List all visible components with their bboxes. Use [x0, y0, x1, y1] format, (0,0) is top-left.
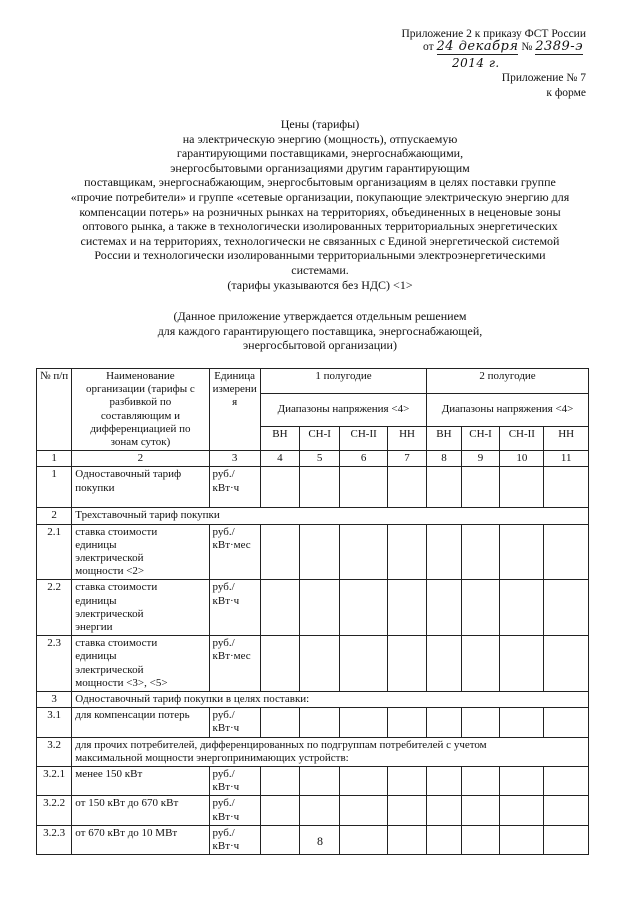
title-line: «прочие потребители» и группе «сетевые организации, покупающие электрическую энергию для — [70, 189, 570, 204]
value-cell[interactable] — [260, 708, 299, 737]
row-num: 2.1 — [37, 524, 72, 580]
page-number: 8 — [317, 834, 323, 848]
column-numbers-row — [37, 451, 589, 467]
row-num: 3.2.3 — [37, 825, 72, 854]
th-voltage: СН-I — [461, 426, 500, 451]
table-row — [37, 708, 589, 737]
value-cell[interactable] — [461, 580, 500, 636]
row-unit: руб./ кВт·ч — [209, 708, 260, 737]
title-line: оптового рынка, а также в технологически изолированных территориальных энергетических — [82, 219, 558, 234]
title-line: на электрическую энергию (мощность), отпускаемую — [182, 131, 458, 146]
value-cell[interactable] — [340, 524, 388, 580]
value-cell[interactable] — [427, 524, 462, 580]
row-name: менее 150 кВт — [72, 767, 209, 796]
section-row — [37, 692, 589, 708]
value-cell[interactable] — [299, 708, 339, 737]
th-voltage: ВН — [427, 426, 462, 451]
row-unit: руб./ кВт·мес — [209, 636, 260, 692]
row-name: ставка стоимости единицы электрической мощности <2> — [72, 524, 209, 580]
value-cell[interactable] — [461, 524, 500, 580]
title-line: России и технологически изолированными территориальными электроэнергетическими — [94, 248, 546, 263]
row-num: 3 — [37, 692, 72, 708]
table-row — [37, 524, 589, 580]
value-cell[interactable] — [299, 467, 339, 508]
table-row — [37, 636, 589, 692]
title-line: энергосбытовыми организациями другим гарантирующим — [170, 160, 470, 175]
value-cell[interactable] — [427, 767, 462, 796]
value-cell[interactable] — [461, 796, 500, 825]
col-number: 2 — [72, 451, 209, 467]
title-line: системами. — [291, 262, 349, 277]
row-num: 2.3 — [37, 636, 72, 692]
value-cell[interactable] — [299, 524, 339, 580]
value-cell[interactable] — [260, 796, 299, 825]
th-voltage: НН — [387, 426, 426, 451]
row-name: Одноставочный тариф покупки — [72, 467, 209, 508]
col-number: 8 — [427, 451, 462, 467]
row-name: ставка стоимости единицы электрической энергии — [72, 580, 209, 636]
value-cell[interactable] — [461, 636, 500, 692]
th-ranges-1: Диапазоны напряжения <4> — [260, 393, 426, 426]
value-cell[interactable] — [427, 708, 462, 737]
col-number: 10 — [500, 451, 544, 467]
row-num: 3.1 — [37, 708, 72, 737]
value-cell[interactable] — [461, 708, 500, 737]
row-num: 3.2 — [37, 737, 72, 766]
col-number: 6 — [340, 451, 388, 467]
note-line: энергосбытовой организации) — [243, 338, 397, 353]
col-number: 4 — [260, 451, 299, 467]
value-cell[interactable] — [544, 708, 589, 737]
value-cell[interactable] — [500, 467, 544, 508]
row-num: 2.2 — [37, 580, 72, 636]
row-unit: руб./ кВт·ч — [209, 580, 260, 636]
tariff-table — [36, 368, 589, 855]
value-cell[interactable] — [299, 580, 339, 636]
value-cell[interactable] — [260, 636, 299, 692]
title-line: гарантирующими поставщиками, энергоснабжающими, — [176, 146, 464, 161]
th-half1: 1 полугодие — [260, 369, 426, 394]
row-unit: руб./ кВт·ч — [209, 796, 260, 825]
th-name: Наименование организации (тарифы с разбивкой по составляющим и дифференциацией по зонам суток) — [72, 369, 209, 451]
col-number: 11 — [544, 451, 589, 467]
col-number: 3 — [209, 451, 260, 467]
table-row — [37, 796, 589, 825]
value-cell[interactable] — [500, 796, 544, 825]
th-ranges-2: Диапазоны напряжения <4> — [427, 393, 589, 426]
handwritten-year: 2014 г. — [452, 56, 500, 70]
value-cell[interactable] — [260, 524, 299, 580]
order-reference: Приложение 2 к приказу ФСТ России — [401, 28, 586, 40]
title-line: поставщикам, энергоснабжающим, энергосбытовым организациям в целях поставки группе — [84, 175, 556, 190]
value-cell[interactable] — [340, 796, 388, 825]
th-unit: Единица измерения — [209, 369, 260, 451]
row-name: от 670 кВт до 10 МВт — [72, 825, 209, 854]
value-cell[interactable] — [299, 796, 339, 825]
th-num: № п/п — [37, 369, 72, 451]
col-number: 5 — [299, 451, 339, 467]
value-cell[interactable] — [427, 580, 462, 636]
row-name: от 150 кВт до 670 кВт — [72, 796, 209, 825]
row-num: 1 — [37, 467, 72, 508]
value-cell[interactable] — [544, 580, 589, 636]
row-num: 2 — [37, 508, 72, 524]
header-row — [37, 369, 589, 394]
value-cell[interactable] — [500, 524, 544, 580]
section-row — [37, 508, 589, 524]
section-title: для прочих потребителей, дифференцированных по подгруппам потребителей с учетом максимальной мощности энергопринимающих устройств: — [72, 737, 589, 766]
section-row — [37, 737, 589, 766]
row-unit: руб./ кВт·ч — [209, 467, 260, 508]
section-title: Одноставочный тариф покупки в целях поставки: — [72, 692, 589, 708]
value-cell[interactable] — [427, 636, 462, 692]
value-cell[interactable] — [340, 467, 388, 508]
handwritten-date: 24 декабря — [436, 39, 519, 54]
th-voltage: СН-I — [299, 426, 339, 451]
value-cell[interactable] — [340, 767, 388, 796]
col-number: 7 — [387, 451, 426, 467]
row-name: ставка стоимости единицы электрической мощности <3>, <5> — [72, 636, 209, 692]
note-line: для каждого гарантирующего поставщика, энергоснабжающей, — [157, 323, 483, 338]
value-cell[interactable] — [500, 636, 544, 692]
value-cell[interactable] — [544, 636, 589, 692]
value-cell[interactable] — [544, 796, 589, 825]
table-row — [37, 767, 589, 796]
row-unit: руб./ кВт·мес — [209, 524, 260, 580]
value-cell[interactable] — [299, 636, 339, 692]
value-cell[interactable] — [427, 796, 462, 825]
value-cell[interactable] — [340, 580, 388, 636]
row-name: для компенсации потерь — [72, 708, 209, 737]
value-cell[interactable] — [387, 708, 426, 737]
section-title: Трехставочный тариф покупки — [72, 508, 589, 524]
value-cell[interactable] — [387, 524, 426, 580]
value-cell[interactable] — [387, 580, 426, 636]
document-title — [30, 117, 610, 292]
value-cell[interactable] — [461, 467, 500, 508]
value-cell[interactable] — [500, 708, 544, 737]
value-cell[interactable] — [387, 796, 426, 825]
value-cell[interactable] — [387, 636, 426, 692]
number-prefix: № — [521, 41, 533, 53]
to-form-label: к форме — [546, 87, 586, 99]
th-half2: 2 полугодие — [427, 369, 589, 394]
th-voltage: ВН — [260, 426, 299, 451]
table-row — [37, 467, 589, 508]
value-cell[interactable] — [500, 767, 544, 796]
value-cell[interactable] — [260, 467, 299, 508]
row-unit: руб./ кВт·ч — [209, 825, 260, 854]
title-line: компенсации потерь» на розничных рынках на территориях, объединенных в неценовые зоны — [79, 204, 561, 219]
handwritten-number: 2389-э — [535, 39, 583, 54]
note-line: (Данное приложение утверждается отдельным решением — [173, 309, 467, 323]
value-cell[interactable] — [299, 767, 339, 796]
value-cell[interactable] — [427, 467, 462, 508]
th-voltage: СН-II — [340, 426, 388, 451]
value-cell[interactable] — [544, 524, 589, 580]
value-cell[interactable] — [544, 767, 589, 796]
th-voltage: СН-II — [500, 426, 544, 451]
value-cell[interactable] — [461, 767, 500, 796]
col-number: 1 — [37, 451, 72, 467]
title-line: (тарифы указываются без НДС) <1> — [227, 277, 413, 292]
value-cell[interactable] — [544, 467, 589, 508]
value-cell[interactable] — [260, 580, 299, 636]
table-row — [37, 580, 589, 636]
value-cell[interactable] — [500, 580, 544, 636]
value-cell[interactable] — [387, 767, 426, 796]
th-voltage: НН — [544, 426, 589, 451]
col-number: 9 — [461, 451, 500, 467]
value-cell[interactable] — [340, 708, 388, 737]
value-cell[interactable] — [387, 467, 426, 508]
title-line: системах и на территориях, технологически не связанных с Единой энергетической системой — [80, 233, 560, 248]
row-unit: руб./ кВт·ч — [209, 767, 260, 796]
row-num: 3.2.1 — [37, 767, 72, 796]
note-block — [30, 309, 610, 353]
order-date-line — [423, 40, 593, 54]
title-line: Цены (тарифы) — [280, 117, 360, 131]
appendix-label: Приложение № 7 — [501, 72, 586, 84]
value-cell[interactable] — [340, 636, 388, 692]
from-prefix: от — [423, 41, 434, 53]
row-num: 3.2.2 — [37, 796, 72, 825]
value-cell[interactable] — [260, 767, 299, 796]
